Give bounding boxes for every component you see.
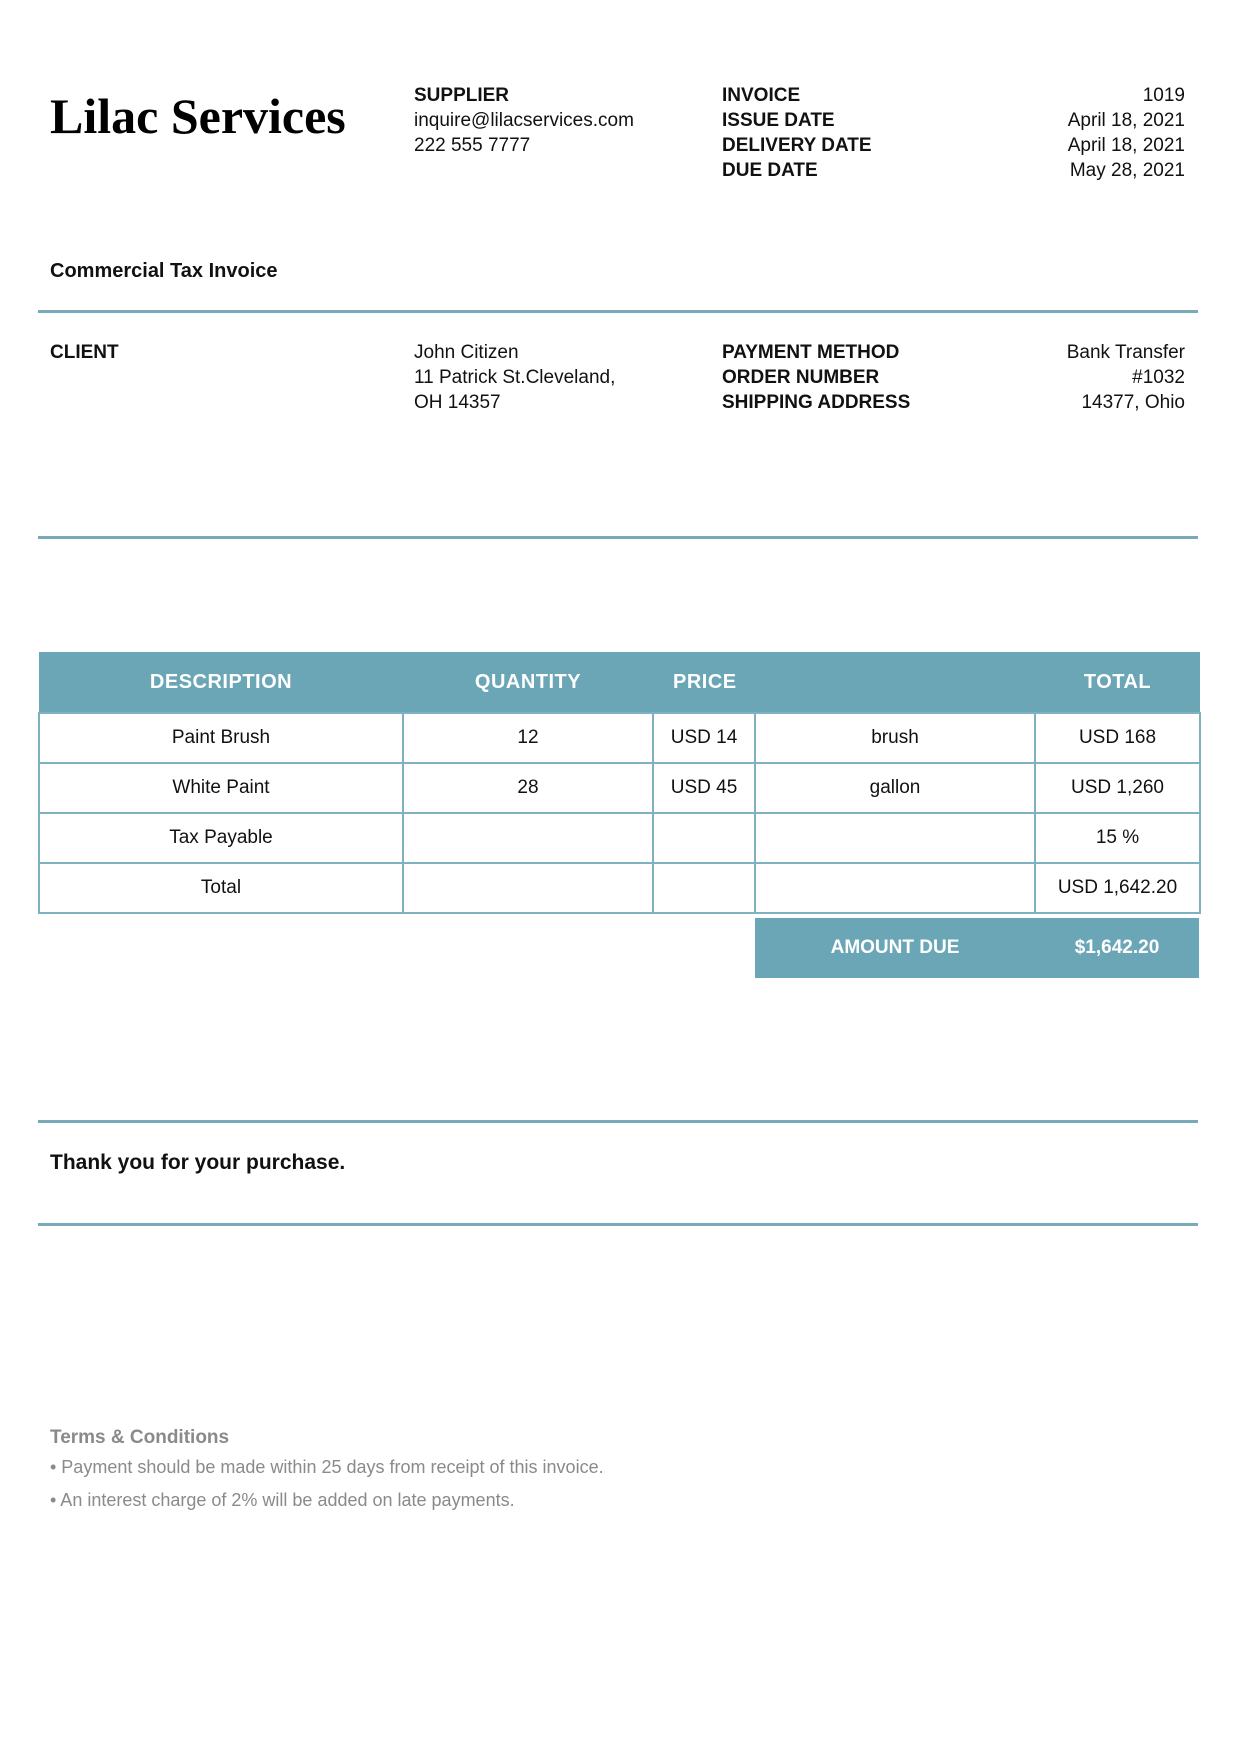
cell-unit: brush — [755, 713, 1035, 763]
cell-description: Tax Payable — [39, 813, 403, 863]
cell-description: White Paint — [39, 763, 403, 813]
due-date-value: May 28, 2021 — [1069, 160, 1185, 181]
cell-price: USD 14 — [653, 713, 755, 763]
cell-total: 15 % — [1035, 813, 1200, 863]
amount-due-label: AMOUNT DUE — [830, 937, 960, 958]
cell-quantity — [403, 863, 653, 913]
header-unit — [755, 652, 1035, 713]
invoice-number-value: 1019 — [1142, 85, 1185, 106]
due-date-label: DUE DATE — [722, 160, 818, 181]
cell-total: USD 168 — [1035, 713, 1200, 763]
terms-line: • An interest charge of 2% will be added on late payments. — [50, 1490, 515, 1510]
client-address-line2: OH 14357 — [414, 392, 501, 413]
invoice-meta-values — [1068, 83, 1185, 183]
order-meta-labels — [722, 340, 910, 415]
divider-client — [38, 536, 1198, 539]
cell-price — [653, 813, 755, 863]
shipping-address-value: 14377, Ohio — [1081, 392, 1185, 413]
header-description: DESCRIPTION — [39, 652, 403, 713]
company-name: Lilac Services — [50, 88, 346, 144]
table-header-row — [39, 652, 1200, 713]
table-row — [39, 863, 1200, 913]
client-label: CLIENT — [50, 342, 119, 363]
header-price: PRICE — [653, 652, 755, 713]
amount-due-bar — [755, 918, 1199, 978]
delivery-date-value: April 18, 2021 — [1067, 135, 1185, 156]
cell-price: USD 45 — [653, 763, 755, 813]
terms-section — [50, 1425, 604, 1517]
supplier-label: SUPPLIER — [414, 85, 510, 106]
supplier-phone: 222 555 7777 — [414, 135, 531, 156]
supplier-block — [414, 83, 634, 158]
client-address-line1: 11 Patrick St.Cleveland, — [414, 367, 616, 388]
divider-thanks-bottom — [38, 1223, 1198, 1226]
cell-total: USD 1,642.20 — [1035, 863, 1200, 913]
cell-unit — [755, 863, 1035, 913]
cell-quantity — [403, 813, 653, 863]
table-row — [39, 813, 1200, 863]
cell-quantity: 12 — [403, 713, 653, 763]
supplier-email: inquire@lilacservices.com — [414, 110, 634, 131]
document-type: Commercial Tax Invoice — [50, 260, 278, 282]
cell-unit: gallon — [755, 763, 1035, 813]
issue-date-label: ISSUE DATE — [722, 110, 835, 131]
payment-method-label: PAYMENT METHOD — [722, 342, 900, 363]
cell-unit — [755, 813, 1035, 863]
issue-date-value: April 18, 2021 — [1067, 110, 1185, 131]
cell-price — [653, 863, 755, 913]
line-items-table — [38, 652, 1201, 914]
invoice-number-label: INVOICE — [722, 85, 801, 106]
payment-method-value: Bank Transfer — [1066, 342, 1185, 363]
terms-line: • Payment should be made within 25 days from receipt of this invoice. — [50, 1457, 604, 1477]
cell-description: Paint Brush — [39, 713, 403, 763]
header-quantity: QUANTITY — [403, 652, 653, 713]
delivery-date-label: DELIVERY DATE — [722, 135, 872, 156]
cell-description: Total — [39, 863, 403, 913]
table-row — [39, 763, 1200, 813]
terms-title: Terms & Conditions — [50, 1427, 230, 1448]
amount-due-value: $1,642.20 — [1074, 937, 1160, 958]
thank-you-message: Thank you for your purchase. — [50, 1151, 346, 1174]
order-number-value: #1032 — [1132, 367, 1185, 388]
cell-total: USD 1,260 — [1035, 763, 1200, 813]
client-address — [414, 340, 615, 415]
client-name: John Citizen — [414, 342, 519, 363]
order-meta-values — [1067, 340, 1185, 415]
shipping-address-label: SHIPPING ADDRESS — [722, 392, 911, 413]
invoice-meta-labels — [722, 83, 872, 183]
divider-top — [38, 310, 1198, 313]
cell-quantity: 28 — [403, 763, 653, 813]
header-total: TOTAL — [1035, 652, 1200, 713]
table-row — [39, 713, 1200, 763]
order-number-label: ORDER NUMBER — [722, 367, 880, 388]
divider-thanks-top — [38, 1120, 1198, 1123]
